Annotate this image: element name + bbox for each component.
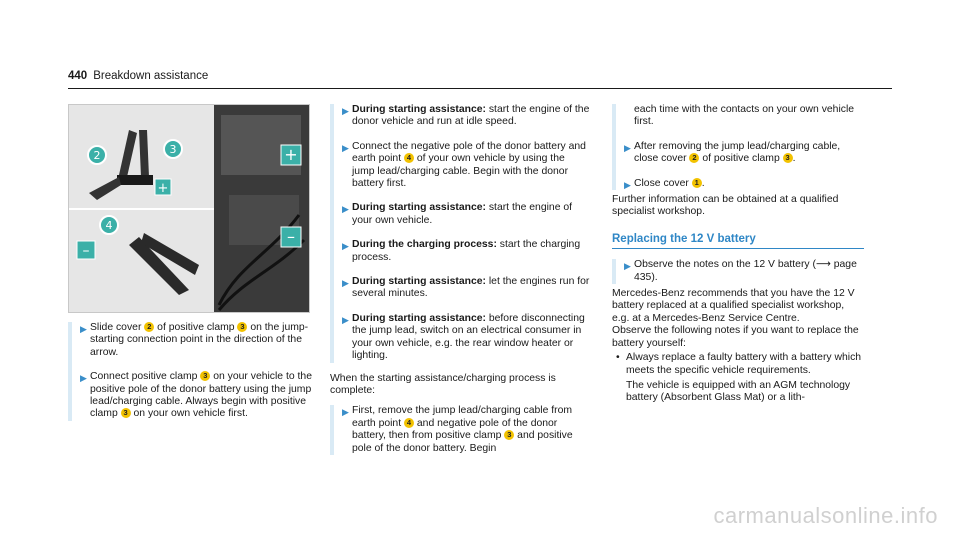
paragraph-text: Mercedes-Benz recommends that you have the 12 V battery replaced at a qualified specialist workshop, e.g. at a Mercedes-Benz Service Centre. [612, 288, 855, 324]
marker-3: 3 [783, 153, 793, 163]
illustration-svg [69, 105, 309, 312]
page-ref-arrow-icon: ⟶ [815, 259, 831, 271]
step-connect-positive [68, 371, 320, 421]
completion-paragraph [330, 373, 590, 398]
spacer [330, 264, 590, 276]
step-slide-cover [68, 322, 320, 359]
step-continued [612, 104, 864, 129]
watermark: carmanualsonline.info [713, 503, 938, 528]
step-observe-notes [612, 259, 864, 284]
marker-3: 3 [121, 408, 131, 418]
marker-3: 3 [504, 430, 514, 440]
page-number: 440 [68, 70, 88, 82]
step-run-engines [330, 276, 590, 301]
step-text: During starting assistance: start the engine of your own vehicle. [352, 202, 573, 226]
marker-4: 4 [404, 153, 414, 163]
spacer [612, 129, 864, 141]
svg-text:2: 2 [93, 149, 101, 162]
step-text: During starting assistance: before disconnecting the jump lead, switch on an electrical consumer in your own vehicle, e.g. the rear window heater or lighting. [352, 312, 585, 362]
paragraph-text: Further information can be obtained at a qualified specialist workshop. [612, 194, 839, 218]
step-text: Slide cover 2 of positive clamp 3 on the jump-starting connection point in the direction of the arrow. [90, 322, 309, 358]
step-charging [330, 239, 590, 264]
spacer [330, 227, 590, 239]
step-arrow-icon: ▶ [342, 314, 349, 325]
step-arrow-icon: ▶ [624, 179, 631, 190]
step-arrow-icon: ▶ [342, 407, 349, 418]
marker-4: 4 [404, 418, 414, 428]
page-header [68, 70, 208, 82]
step-text: During starting assistance: start the engine of the donor vehicle and run at idle speed. [352, 104, 590, 128]
svg-text:–: – [287, 227, 295, 246]
section-title: Breakdown assistance [93, 70, 209, 82]
section-heading: Replacing the 12 V battery [612, 233, 864, 249]
step-arrow-icon: ▶ [624, 261, 631, 272]
step-start-donor [330, 104, 590, 129]
step-arrow-icon: ▶ [342, 241, 349, 252]
step-text: First, remove the jump lead/charging cable from earth point 4 and negative pole of the donor battery, then from positive clamp 3 and positive pole of the donor battery. Begin [352, 405, 573, 454]
column-1 [68, 322, 320, 421]
svg-text:+: + [157, 181, 169, 196]
step-remove-lead [330, 405, 590, 455]
svg-text:+: + [284, 145, 298, 164]
spacer [330, 190, 590, 202]
marker-2: 2 [689, 153, 699, 163]
notes-list [612, 352, 864, 405]
step-arrow-icon: ▶ [342, 142, 349, 153]
step-close-cover-1 [612, 178, 864, 190]
step-close-cover-2 [612, 141, 864, 166]
jump-start-illustration [68, 104, 310, 313]
marker-3: 3 [200, 371, 210, 381]
marker-3: 3 [237, 322, 247, 332]
step-text: Close cover 1 . [634, 177, 705, 189]
svg-text:–: – [82, 243, 90, 259]
header-rule [68, 88, 892, 89]
step-arrow-icon: ▶ [80, 373, 87, 384]
step-arrow-icon: ▶ [342, 106, 349, 116]
svg-text:4: 4 [105, 219, 113, 232]
paragraph-text: Observe the following notes if you want to replace the battery yourself: [612, 325, 859, 349]
column-3 [612, 104, 864, 405]
spacer [612, 166, 864, 178]
further-info-paragraph [612, 194, 864, 219]
step-text: Observe the notes on the 12 V battery (⟶ page 435). [634, 259, 857, 283]
step-text: After removing the jump lead/charging cable, close cover 2 of positive clamp 3 . [634, 140, 841, 165]
step-text: During starting assistance: let the engines run for several minutes. [352, 276, 590, 300]
step-text: Connect the negative pole of the donor battery and earth point 4 of your own vehicle by using the jump lead/charging cable. Begin with the donor battery first. [352, 140, 586, 190]
marker-2: 2 [144, 322, 154, 332]
step-text: Connect positive clamp 3 on your vehicle to the positive pole of the donor battery using the jump lead/charging cable. Always begin with positive clamp 3 on your own vehicle first. [90, 371, 312, 420]
column-2 [330, 104, 590, 455]
step-arrow-icon: ▶ [342, 204, 349, 215]
step-text: each time with the contacts on your own vehicle first. [634, 104, 855, 128]
paragraph-text: When the starting assistance/charging process is complete: [330, 372, 556, 396]
step-arrow-icon: ▶ [80, 324, 87, 334]
step-text: During the charging process: start the charging process. [352, 239, 581, 263]
step-arrow-icon: ▶ [624, 142, 631, 153]
list-item-continuation: The vehicle is equipped with an AGM technology battery (Absorbent Glass Mat) or a lith- [626, 379, 851, 404]
spacer [330, 301, 590, 313]
step-arrow-icon: ▶ [342, 278, 349, 289]
spacer [68, 359, 320, 371]
spacer [330, 129, 590, 141]
step-start-own [330, 202, 590, 227]
step-consumer [330, 313, 590, 363]
recommendation-paragraph [612, 288, 864, 405]
list-item: • Always replace a faulty battery with a battery which meets the specific vehicle requirements. The vehicle is equipped with an AGM technology battery (Absorbent Glass Mat) or a lith- [612, 352, 864, 405]
svg-text:3: 3 [169, 143, 177, 156]
marker-1: 1 [692, 178, 702, 188]
step-connect-negative [330, 141, 590, 191]
